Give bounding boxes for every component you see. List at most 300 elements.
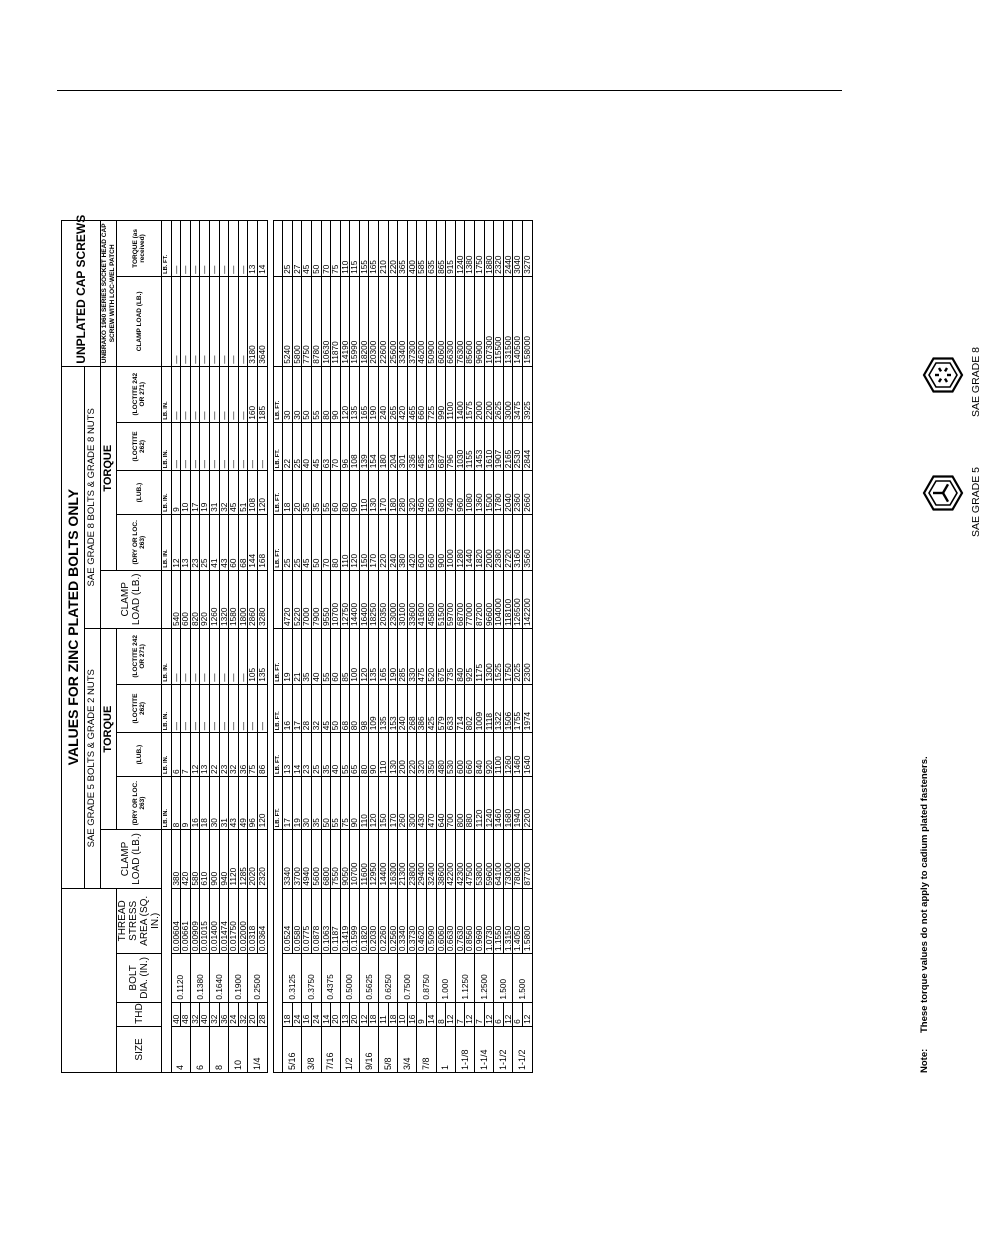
value-cell: 150 [379, 776, 389, 829]
value-cell: 36 [238, 733, 248, 777]
unit-label: LB. IN. [162, 684, 172, 733]
value-cell: 6 [171, 733, 181, 777]
value-cell: 2165 [503, 422, 513, 471]
dia-cell: 0.4375 [321, 954, 340, 1003]
value-cell: — [229, 628, 239, 684]
value-cell: 800 [455, 776, 465, 829]
g5-loc262-heading: (LOCTITE 262) [117, 684, 162, 733]
value-cell: 110 [359, 471, 369, 515]
value-cell: 1680 [503, 776, 513, 829]
size-cell: 1-1/4 [475, 1026, 494, 1072]
grade5-torque-heading: TORQUE [101, 628, 117, 829]
thd-cell: 14 [321, 1002, 331, 1026]
thd-cell: 6 [494, 1002, 504, 1026]
table-row [522, 221, 532, 1073]
value-cell: 0.00604 [171, 888, 181, 954]
value-cell: 1155 [465, 422, 475, 471]
value-cell: — [200, 684, 210, 733]
value-cell: 820 [190, 570, 200, 628]
value-cell: 1030 [455, 422, 465, 471]
value-cell: — [229, 422, 239, 471]
value-cell: 610 [200, 830, 210, 888]
value-cell: 7750 [302, 276, 312, 366]
value-cell: 30 [283, 366, 293, 422]
value-cell: 2530 [513, 422, 523, 471]
value-cell: 22600 [379, 276, 389, 366]
area-heading: THREAD STRESS AREA (SQ. IN.) [117, 888, 162, 954]
value-cell: 40 [311, 628, 321, 684]
value-cell: 0.2030 [369, 888, 379, 954]
value-cell: 2200 [522, 776, 532, 829]
value-cell: 45 [302, 221, 312, 277]
value-cell: 46200 [417, 276, 427, 366]
value-cell: 900 [436, 514, 446, 570]
value-cell: 27 [292, 221, 302, 277]
value-cell: 1.1550 [494, 888, 504, 954]
value-cell: 1800 [238, 570, 248, 628]
value-cell: 12750 [340, 570, 350, 628]
value-cell: 350 [427, 733, 437, 777]
value-cell: 485 [417, 422, 427, 471]
value-cell: 43 [219, 514, 229, 570]
table-row [311, 221, 321, 1073]
value-cell: 530 [446, 733, 456, 777]
value-cell: 265 [388, 366, 398, 422]
value-cell: 55 [331, 776, 341, 829]
value-cell: 5220 [292, 570, 302, 628]
value-cell: 155 [359, 221, 369, 277]
value-cell: 1580 [229, 570, 239, 628]
size-cell: 1/4 [248, 1026, 267, 1072]
value-cell: 0.1820 [359, 888, 369, 954]
value-cell: 109 [369, 684, 379, 733]
value-cell: — [238, 684, 248, 733]
value-cell: — [238, 221, 248, 277]
value-cell: — [181, 366, 191, 422]
value-cell: 19 [200, 471, 210, 515]
thd-cell: 40 [171, 1002, 181, 1026]
table-row [427, 221, 437, 1073]
value-cell: 520 [427, 628, 437, 684]
value-cell: 126500 [513, 570, 523, 628]
value-cell: 139 [359, 422, 369, 471]
value-cell: 19 [283, 628, 293, 684]
thd-cell: 32 [209, 1002, 219, 1026]
value-cell: 25 [283, 221, 293, 277]
value-cell: 1750 [503, 628, 513, 684]
value-cell: 13 [181, 514, 191, 570]
value-cell: — [229, 366, 239, 422]
value-cell: 80 [350, 684, 360, 733]
value-cell: 8 [171, 776, 181, 829]
value-cell: 60 [331, 471, 341, 515]
value-cell: 60 [331, 628, 341, 684]
thd-cell: 20 [248, 1002, 258, 1026]
value-cell: 740 [446, 471, 456, 515]
value-cell: 420 [181, 830, 191, 888]
grade8-clamp-heading: CLAMP LOAD (LB.) [101, 570, 162, 628]
size-cell: 1/2 [340, 1026, 359, 1072]
value-cell: 30 [302, 776, 312, 829]
dia-cell: 1.2500 [475, 954, 494, 1003]
value-cell: 500 [427, 471, 437, 515]
value-cell: — [229, 276, 239, 366]
value-cell: 38600 [436, 830, 446, 888]
value-cell: 180 [388, 471, 398, 515]
value-cell: 1285 [238, 830, 248, 888]
value-cell: 23000 [388, 570, 398, 628]
value-cell: 920 [484, 733, 494, 777]
value-cell: 22 [209, 733, 219, 777]
value-cell: 60600 [436, 276, 446, 366]
value-cell: 25600 [388, 276, 398, 366]
value-cell: 35 [302, 471, 312, 515]
g8-loc242-heading: (LOCTITE 242 OR 271) [117, 366, 162, 422]
value-cell: 0.01750 [229, 888, 239, 954]
value-cell: — [181, 276, 191, 366]
value-cell: 2025 [513, 628, 523, 684]
value-cell: 1780 [494, 471, 504, 515]
value-cell: 16300 [388, 830, 398, 888]
value-cell: 17 [283, 776, 293, 829]
value-cell: 0.2560 [388, 888, 398, 954]
unb-torque-heading: TORQUE (as received) [117, 221, 162, 277]
dia-heading: BOLT DIA. (IN.) [117, 954, 162, 1003]
value-cell: 86 [257, 733, 267, 777]
value-cell: 110 [340, 514, 350, 570]
grade8-hex-icon [923, 355, 963, 395]
value-cell: 120 [350, 514, 360, 570]
value-cell: 25 [292, 514, 302, 570]
value-cell: 55 [321, 471, 331, 515]
value-cell: — [209, 276, 219, 366]
value-cell: 1100 [446, 366, 456, 422]
value-cell: — [219, 276, 229, 366]
value-cell: 77000 [465, 570, 475, 628]
value-cell: 2440 [503, 221, 513, 277]
value-cell: 0.9690 [475, 888, 485, 954]
value-cell: 115500 [494, 276, 504, 366]
value-cell: 150 [359, 514, 369, 570]
value-cell: 2380 [494, 514, 504, 570]
value-cell: 14 [292, 733, 302, 777]
footnote [919, 756, 930, 1073]
table-row [494, 221, 504, 1073]
value-cell: 42300 [455, 830, 465, 888]
value-cell: 70 [321, 221, 331, 277]
value-cell: 1280 [455, 514, 465, 570]
value-cell: 14 [257, 221, 267, 277]
value-cell: 168 [257, 514, 267, 570]
value-cell: 585 [417, 221, 427, 277]
value-cell: 47500 [465, 830, 475, 888]
value-cell: 118100 [503, 570, 513, 628]
unit-label: LB. FT. [273, 471, 283, 515]
thd-cell: 10 [398, 1002, 408, 1026]
value-cell: — [190, 366, 200, 422]
value-cell: 5240 [283, 276, 293, 366]
value-cell: 100 [350, 628, 360, 684]
value-cell: 131500 [503, 276, 513, 366]
value-cell: 144 [248, 514, 258, 570]
value-cell: 420 [398, 366, 408, 422]
thd-cell: 14 [427, 1002, 437, 1026]
value-cell: 3340 [283, 830, 293, 888]
value-cell: — [209, 684, 219, 733]
rotated-table [61, 214, 982, 1073]
value-cell: 580 [190, 830, 200, 888]
value-cell: 51 [238, 471, 248, 515]
size-cell: 1-1/8 [455, 1026, 474, 1072]
value-cell: 90 [369, 733, 379, 777]
value-cell: 1240 [455, 221, 465, 277]
value-cell: — [190, 276, 200, 366]
value-cell: 68700 [455, 570, 465, 628]
value-cell: — [200, 366, 210, 422]
value-cell: 30 [292, 366, 302, 422]
thd-cell: 24 [229, 1002, 239, 1026]
value-cell: 10700 [350, 830, 360, 888]
value-cell: 4940 [302, 830, 312, 888]
value-cell: 675 [436, 628, 446, 684]
value-cell: 50 [311, 514, 321, 570]
dia-cell: 0.1640 [209, 954, 228, 1003]
value-cell: 0.1419 [340, 888, 350, 954]
value-cell: — [209, 366, 219, 422]
value-cell: 85 [340, 628, 350, 684]
value-cell: 104000 [494, 570, 504, 628]
value-cell: 8780 [311, 276, 321, 366]
value-cell: — [238, 628, 248, 684]
note-label: Note: [919, 1048, 930, 1073]
value-cell: 1175 [475, 628, 485, 684]
value-cell: 2040 [503, 471, 513, 515]
value-cell: 20300 [369, 276, 379, 366]
value-cell: 21300 [398, 830, 408, 888]
thd-cell: 12 [465, 1002, 475, 1026]
value-cell: 400 [407, 221, 417, 277]
value-cell: 115 [350, 221, 360, 277]
grade8-torque-heading: TORQUE [101, 366, 117, 570]
value-cell: 68 [340, 684, 350, 733]
value-cell: — [181, 684, 191, 733]
value-cell: 22 [283, 422, 293, 471]
g5-dry-heading: (DRY OR LOC. 263) [117, 776, 162, 829]
value-cell: 120 [369, 776, 379, 829]
value-cell: — [219, 221, 229, 277]
value-cell: 16 [190, 776, 200, 829]
value-cell: 14400 [379, 830, 389, 888]
value-cell: 420 [407, 514, 417, 570]
value-cell: 18 [283, 471, 293, 515]
unit-label: LB. IN. [162, 471, 172, 515]
value-cell: 40 [331, 733, 341, 777]
value-cell: 25 [292, 422, 302, 471]
value-cell: 3925 [522, 366, 532, 422]
value-cell: 10630 [321, 276, 331, 366]
dia-cell: 0.7500 [398, 954, 417, 1003]
units-row-in [162, 221, 172, 1073]
value-cell: 66300 [446, 276, 456, 366]
value-cell: 0.0318 [248, 888, 258, 954]
value-cell: — [219, 684, 229, 733]
value-cell: 465 [407, 366, 417, 422]
unit-label: LB. FT. [273, 776, 283, 829]
value-cell: 35 [311, 471, 321, 515]
value-cell: 660 [427, 514, 437, 570]
size-cell: 1 [436, 1026, 455, 1072]
value-cell: — [190, 628, 200, 684]
size-cell: 5/8 [379, 1026, 398, 1072]
value-cell: 33600 [407, 570, 417, 628]
value-cell: 20 [292, 471, 302, 515]
thd-cell: 8 [436, 1002, 446, 1026]
value-cell: 23 [219, 733, 229, 777]
grade8-caption: SAE GRADE 8 [970, 346, 982, 417]
value-cell: — [219, 366, 229, 422]
value-cell: 170 [388, 776, 398, 829]
value-cell: 5600 [311, 830, 321, 888]
value-cell: 1120 [475, 776, 485, 829]
value-cell: 336 [407, 422, 417, 471]
value-cell: 470 [427, 776, 437, 829]
value-cell: 3180 [248, 276, 258, 366]
value-cell: 380 [398, 514, 408, 570]
value-cell: 0.7630 [455, 888, 465, 954]
value-cell: 865 [436, 221, 446, 277]
value-cell: 2300 [522, 628, 532, 684]
value-cell: 190 [388, 628, 398, 684]
value-cell: 7 [181, 733, 191, 777]
thd-cell: 24 [311, 1002, 321, 1026]
value-cell: 25 [200, 514, 210, 570]
value-cell: 320 [417, 733, 427, 777]
value-cell: 10700 [331, 570, 341, 628]
value-cell: 3000 [503, 366, 513, 422]
dia-cell: 1.000 [436, 954, 455, 1003]
value-cell: 16400 [359, 570, 369, 628]
value-cell: 78000 [513, 830, 523, 888]
value-cell: 55 [311, 366, 321, 422]
value-cell: 660 [417, 366, 427, 422]
value-cell: 1260 [209, 570, 219, 628]
value-cell: 85600 [465, 276, 475, 366]
size-cell: 5/16 [283, 1026, 302, 1072]
unit-label: LB. IN. [162, 366, 172, 422]
value-cell: 40 [302, 422, 312, 471]
value-cell: 140500 [513, 276, 523, 366]
value-cell: 3700 [292, 830, 302, 888]
size-cell: 4 [171, 1026, 190, 1072]
thd-cell: 28 [257, 1002, 267, 1026]
value-cell: 65 [350, 733, 360, 777]
value-cell: — [190, 684, 200, 733]
value-cell: 2660 [522, 471, 532, 515]
value-cell: 240 [388, 514, 398, 570]
value-cell: — [209, 221, 219, 277]
value-cell: 23 [190, 514, 200, 570]
thd-cell: 11 [379, 1002, 389, 1026]
table-row [229, 221, 239, 1073]
dia-cell: 1.500 [513, 954, 532, 1003]
value-cell: 1506 [503, 684, 513, 733]
header-rule [57, 90, 842, 91]
value-cell: 3560 [522, 514, 532, 570]
value-cell: — [238, 422, 248, 471]
value-cell: 0.3730 [407, 888, 417, 954]
value-cell: 3280 [257, 570, 267, 628]
value-cell: 285 [398, 628, 408, 684]
dia-cell: 0.3750 [302, 954, 321, 1003]
value-cell: 75 [331, 221, 341, 277]
value-cell: — [200, 276, 210, 366]
value-cell: 45 [321, 684, 331, 733]
value-cell: 0.02000 [238, 888, 248, 954]
value-cell: 96900 [475, 276, 485, 366]
value-cell: 0.6060 [436, 888, 446, 954]
unit-label: LB. IN. [162, 776, 172, 829]
g8-dry-heading: (DRY OR LOC. 263) [117, 514, 162, 570]
dia-cell: 0.1900 [229, 954, 248, 1003]
rotated-table-stage [61, 214, 982, 1073]
unit-label: LB. IN. [162, 514, 172, 570]
value-cell: 11600 [359, 830, 369, 888]
grade5-clamp-heading: CLAMP LOAD (LB.) [101, 830, 162, 888]
table-title: VALUES FOR ZINC PLATED BOLTS ONLY [62, 366, 85, 888]
value-cell: 240 [398, 684, 408, 733]
value-cell: 64100 [494, 830, 504, 888]
value-cell: 80 [321, 366, 331, 422]
value-cell: 90 [350, 471, 360, 515]
thd-cell: 6 [513, 1002, 523, 1026]
value-cell: 96 [340, 422, 350, 471]
value-cell: 63 [321, 422, 331, 471]
value-cell: 3160 [513, 514, 523, 570]
value-cell: 840 [455, 628, 465, 684]
thd-cell: 12 [522, 1002, 532, 1026]
value-cell: 915 [446, 221, 456, 277]
value-cell: 0.01474 [219, 888, 229, 954]
value-cell: 43 [229, 776, 239, 829]
value-cell: 220 [388, 221, 398, 277]
value-cell: 185 [257, 366, 267, 422]
value-cell: 73000 [503, 830, 513, 888]
value-cell: 51500 [436, 570, 446, 628]
value-cell: 30 [209, 776, 219, 829]
value-cell: 50 [321, 776, 331, 829]
value-cell: 365 [398, 221, 408, 277]
thd-cell: 16 [407, 1002, 417, 1026]
dia-cell: 0.5625 [359, 954, 378, 1003]
g5-loc242-heading: (LOCTITE 242 OR 271) [117, 628, 162, 684]
value-cell: 30100 [398, 570, 408, 628]
value-cell: 35 [311, 776, 321, 829]
unit-label: LB. IN. [162, 422, 172, 471]
value-cell: 2625 [494, 366, 504, 422]
table-row [331, 221, 341, 1073]
value-cell: 120 [340, 366, 350, 422]
g5-lub-heading: (LUB.) [117, 733, 162, 777]
value-cell: 0.00909 [190, 888, 200, 954]
value-cell: 17 [190, 471, 200, 515]
value-cell: 210 [379, 221, 389, 277]
thd-cell: 18 [388, 1002, 398, 1026]
value-cell: 540 [171, 570, 181, 628]
value-cell: 13 [200, 733, 210, 777]
thd-cell: 48 [181, 1002, 191, 1026]
value-cell: 45 [229, 471, 239, 515]
thd-cell: 12 [503, 1002, 513, 1026]
